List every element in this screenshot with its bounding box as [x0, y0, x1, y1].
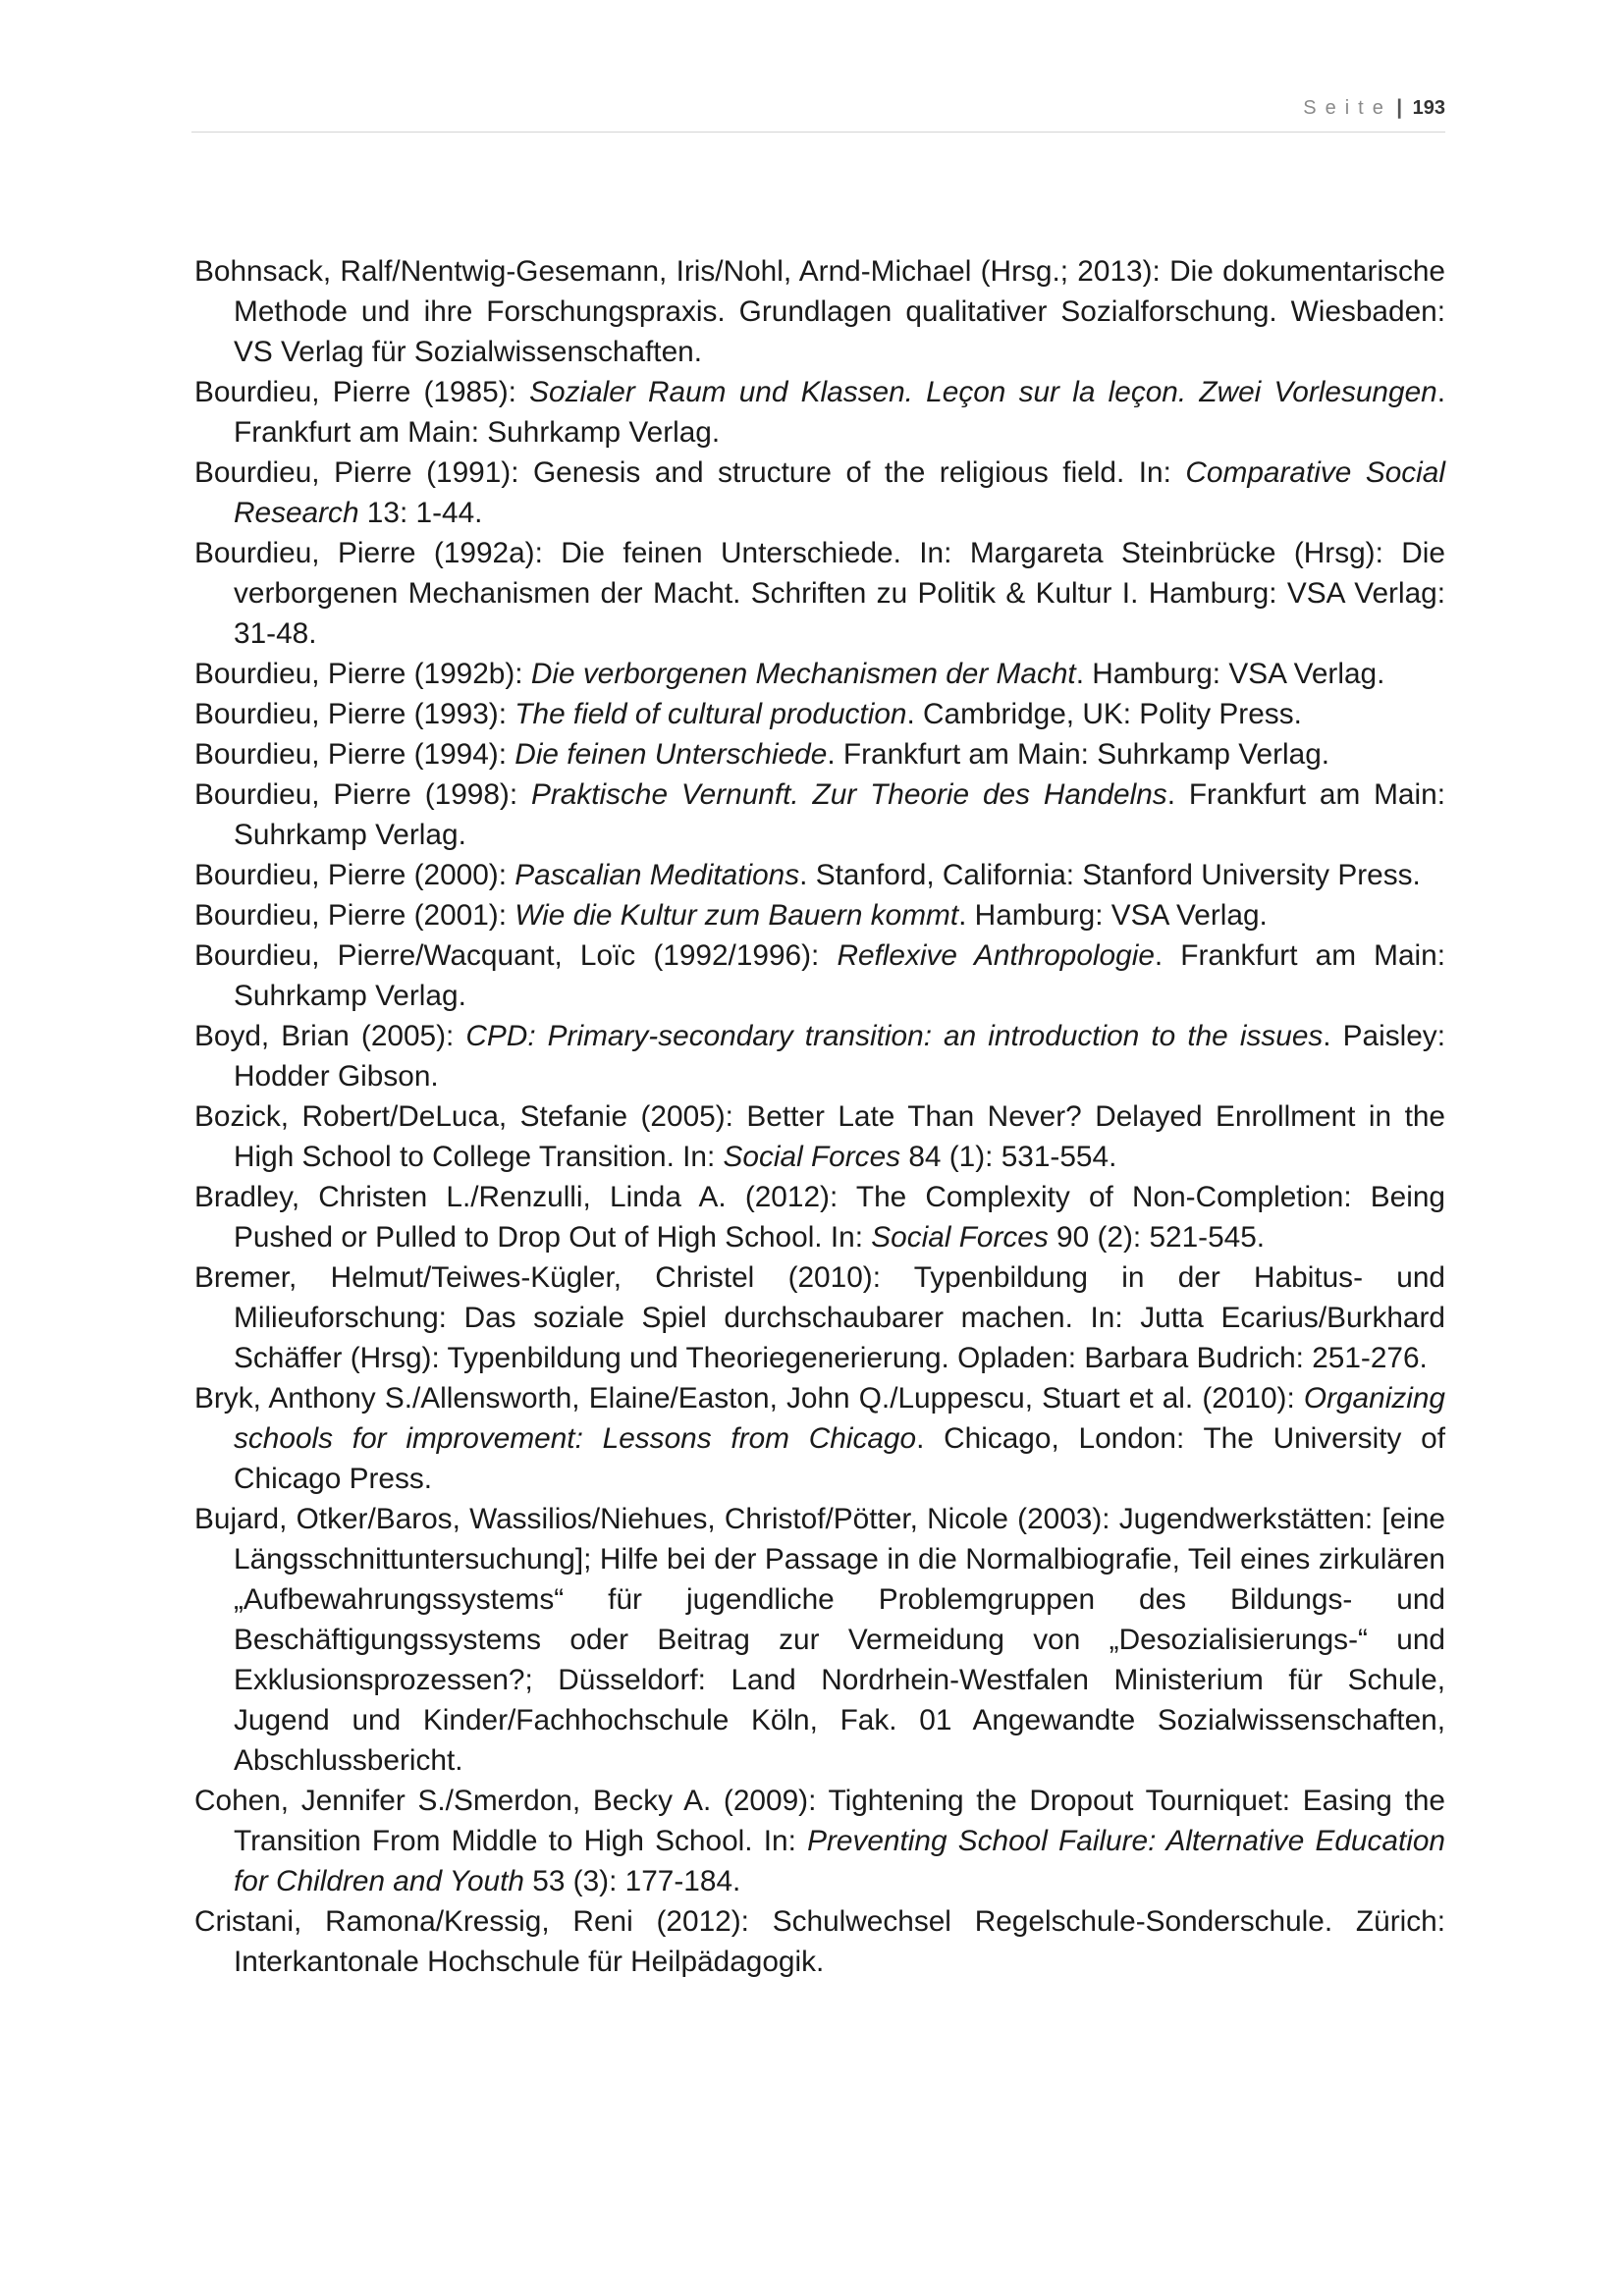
reference-title: Sozialer Raum und Klassen. Leçon sur la leçon. Zwei Vorlesungen	[529, 376, 1437, 408]
reference-entry	[194, 734, 1445, 774]
reference-text: . Frankfurt am Main: Suhrkamp Verlag.	[234, 778, 1445, 851]
reference-text: . Frankfurt am Main: Suhrkamp Verlag.	[234, 376, 1445, 449]
reference-entry	[194, 935, 1445, 1016]
reference-entry	[194, 1781, 1445, 1901]
reference-entry	[194, 1177, 1445, 1257]
reference-title: Organizing schools for improvement: Lessons from Chicago	[234, 1382, 1445, 1455]
reference-text: Cristani, Ramona/Kressig, Reni (2012): Schulwechsel Regelschule-Sonderschule. Zürich: Interkantonale Hochschule für Heilpädagogik.	[194, 1905, 1445, 1978]
reference-text: . Frankfurt am Main: Suhrkamp Verlag.	[234, 939, 1446, 1012]
reference-text: Bourdieu, Pierre (1993):	[194, 698, 515, 730]
reference-text: Bourdieu, Pierre (1994):	[194, 738, 515, 771]
reference-text: . Cambridge, UK: Polity Press.	[906, 698, 1302, 730]
reference-entry	[194, 372, 1445, 453]
reference-entry	[194, 895, 1445, 935]
reference-text: Bozick, Robert/DeLuca, Stefanie (2005): Better Late Than Never? Delayed Enrollment in the High School to College Transition. In:	[194, 1100, 1445, 1173]
reference-text: Bourdieu, Pierre (2001):	[194, 899, 515, 932]
page-word: Seite	[1303, 97, 1392, 119]
reference-text: Boyd, Brian (2005):	[194, 1020, 466, 1052]
reference-title: Die verborgenen Mechanismen der Macht	[530, 658, 1076, 690]
reference-title: CPD: Primary-secondary transition: an introduction to the issues	[465, 1020, 1324, 1052]
reference-text: Bourdieu, Pierre (2000):	[194, 859, 515, 891]
reference-text: Bourdieu, Pierre/Wacquant, Loïc (1992/1996):	[194, 939, 838, 972]
reference-text: . Hamburg: VSA Verlag.	[1075, 658, 1385, 690]
reference-title: Pascalian Meditations	[514, 859, 800, 891]
reference-entry	[194, 1901, 1445, 1982]
reference-entry	[194, 774, 1445, 855]
reference-entry	[194, 1016, 1445, 1096]
reference-entry	[194, 1499, 1445, 1781]
reference-title: Praktische Vernunft. Zur Theorie des Handelns	[530, 778, 1167, 811]
reference-title: Preventing School Failure: Alternative Education for Children and Youth	[234, 1825, 1446, 1897]
reference-text: 90 (2): 521-545.	[1048, 1221, 1266, 1254]
reference-entry	[194, 694, 1445, 734]
reference-text: Bryk, Anthony S./Allensworth, Elaine/Easton, John Q./Luppescu, Stuart et al. (2010):	[194, 1382, 1304, 1415]
reference-text: Bourdieu, Pierre (1992b):	[194, 658, 531, 690]
reference-entry	[194, 453, 1445, 533]
reference-text: 84 (1): 531-554.	[900, 1141, 1117, 1173]
reference-title: Social Forces	[723, 1141, 901, 1173]
page-number: 193	[1412, 97, 1445, 119]
reference-title: Wie die Kultur zum Bauern kommt	[514, 899, 959, 932]
reference-entry	[194, 251, 1445, 372]
reference-text: Bourdieu, Pierre (1985):	[194, 376, 530, 408]
reference-title: Social Forces	[871, 1221, 1049, 1254]
page-header	[191, 96, 1445, 133]
reference-entry	[194, 1257, 1445, 1378]
reference-text: 53 (3): 177-184.	[523, 1865, 741, 1897]
reference-entry	[194, 1378, 1445, 1499]
reference-title: The field of cultural production	[514, 698, 907, 730]
reference-list	[194, 251, 1445, 1982]
reference-text: Bourdieu, Pierre (1991): Genesis and structure of the religious field. In:	[194, 456, 1186, 489]
reference-text: Bremer, Helmut/Teiwes-Kügler, Christel (2010): Typenbildung in der Habitus- und Milieuforschung: Das soziale Spiel durchschaubarer machen. In: Jutta Ecarius/Burkhard Schäffer (Hrsg): Typenbildung und Theoriegenerierung. Opladen: Barbara Budrich: 251-276.	[194, 1261, 1445, 1374]
reference-text: . Stanford, California: Stanford University Press.	[799, 859, 1421, 891]
reference-text: Bradley, Christen L./Renzulli, Linda A. (2012): The Complexity of Non-Completion: Being Pushed or Pulled to Drop Out of High School. In:	[194, 1181, 1445, 1254]
reference-entry	[194, 855, 1445, 895]
reference-text: . Paisley: Hodder Gibson.	[234, 1020, 1445, 1093]
reference-text: . Frankfurt am Main: Suhrkamp Verlag.	[827, 738, 1330, 771]
reference-title: Die feinen Unterschiede	[514, 738, 828, 771]
reference-entry	[194, 533, 1445, 654]
reference-text: Bourdieu, Pierre (1998):	[194, 778, 531, 811]
reference-entry	[194, 654, 1445, 694]
reference-title: Comparative Social Research	[234, 456, 1445, 529]
reference-text: . Chicago, London: The University of Chicago Press.	[234, 1422, 1445, 1495]
reference-text: Bohnsack, Ralf/Nentwig-Gesemann, Iris/Nohl, Arnd-Michael (Hrsg.; 2013): Die dokumentarische Methode und ihre Forschungspraxis. Grundlagen qualitativer Sozialforschung. Wiesbaden: VS Verlag für Sozialwissenschaften.	[194, 255, 1445, 368]
reference-text: . Hamburg: VSA Verlag.	[958, 899, 1268, 932]
reference-text: 13: 1-44.	[358, 497, 483, 529]
reference-text: Bourdieu, Pierre (1992a): Die feinen Unterschiede. In: Margareta Steinbrücke (Hrsg): Die verborgenen Mechanismen der Macht. Schriften zu Politik & Kultur I. Hamburg: VSA Verlag: 31-48.	[194, 537, 1445, 650]
reference-entry	[194, 1096, 1445, 1177]
reference-text: Cohen, Jennifer S./Smerdon, Becky A. (2009): Tightening the Dropout Tourniquet: Easing the Transition From Middle to High School. In:	[194, 1785, 1445, 1857]
reference-text: Bujard, Otker/Baros, Wassilios/Niehues, Christof/Pötter, Nicole (2003): Jugendwerkstätten: [eine Längsschnittuntersuchung]; Hilfe bei der Passage in die Normalbiografie, Teil eines zirkulären „Aufbewahrungssystems“ für jugendliche Problemgruppen des Bildungs- und Beschäftigungssystems oder Beitrag zur Vermeidung von „Desozialisierungs-“ und Exklusionsprozessen?; Düsseldorf: Land Nordrhein-Westfalen Ministerium für Schule, Jugend und Kinder/Fachhochschule Köln, Fak. 01 Angewandte Sozialwissenschaften, Abschlussbericht.	[194, 1503, 1445, 1777]
reference-title: Reflexive Anthropologie	[837, 939, 1155, 972]
page-separator: |	[1396, 96, 1403, 119]
